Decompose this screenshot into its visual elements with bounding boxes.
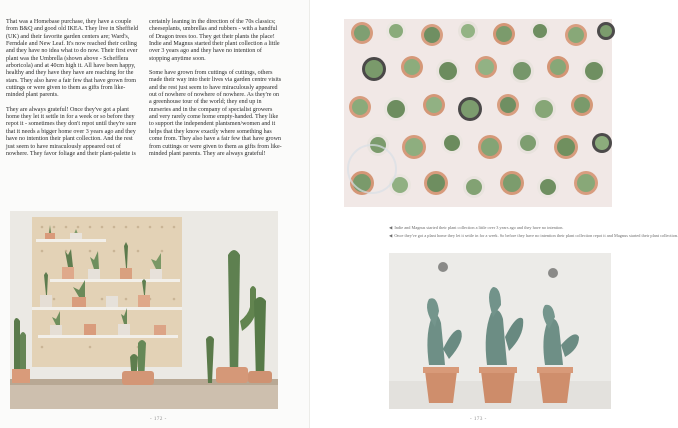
- caption-line: [389, 225, 611, 232]
- caption-arrow-icon: ◀: [389, 233, 393, 239]
- page-number-left: - 172 -: [150, 417, 167, 422]
- caption-text: Indie and Magnus started their plant collection a little over 3 years ago and they have no intention.: [394, 225, 564, 230]
- photo-three-cacti: [389, 253, 611, 409]
- text-column-1: [6, 19, 139, 165]
- caption-arrow-icon: ◀: [389, 226, 393, 231]
- caption-text: Once they've got a plant home they let it settle in for a week. So before they have no intention their plant collection repot it and Magnus started their plant collection.: [394, 232, 678, 238]
- paragraph: That was a Homebase purchase, they have a couple from B&Q and good old IKEA. They live in Sheffield (UK) and their favorite garden centers are; Ward's, Ferndale and New Leaf. It's now reached their ceiling and they have no idea what to do now. Their first ever plant was the Umbrella (shown above - Schefflera arboricola) and at 40cm high it. All have been happy, healthy and they have they have are reaching for the stars. They also have a fair few that have grown from cuttings or were given to them as gifts from like-minded plant parents.: [6, 19, 139, 99]
- text-column-2: [149, 19, 282, 165]
- paragraph: They are always grateful! Once they've got a plant home they let it settle in for a week or so before they repot it - sometimes they don't repot until they're sure that it needs a bigger home over 3 years ago and they have no intention their plant collection. And the rest just seem to have miraculously appeared out of nowhere. They favor foliage and their plant-palette is: [6, 106, 137, 157]
- page-number-right: - 173 -: [470, 417, 487, 422]
- paragraph: Some have grown from cuttings of cuttings, others made their way into their lives via garden centre visits and the rest just seem to have miraculously appeared out of nowhere of nowhere of nowhere. As they're on a greenhouse tour of the world; they end up in nurseries and in the company of specialist growers and very rarely come home empty-handed. They like to support the independent plantsmen/women and it helps that they know exactly where something has come from. They also have a fair few that have grown from cuttings or were given to them as gifts from like-minded plant parents. They are always grateful!: [149, 70, 282, 157]
- paragraph: certainly leaning in the direction of the 70s classics; cheeseplants, umbrellas and rubbers - with a handful of Dragon trees too. They get their plants the place! Indie and Magnus started their plant collection a little over 3 years ago and they have no intention of stopping anytime soon.: [149, 19, 280, 62]
- photo-plant-shelf-wall: [10, 211, 278, 409]
- photo-succulent-grid: [344, 19, 612, 207]
- left-page: [0, 0, 310, 428]
- photo-captions: [389, 225, 678, 240]
- caption-line: [389, 232, 678, 240]
